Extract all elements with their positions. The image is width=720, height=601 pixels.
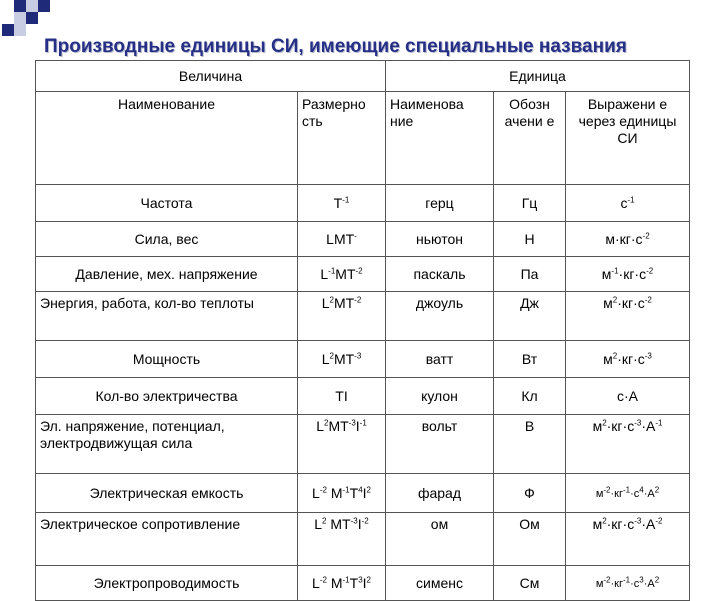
cell-expression: $с^{-1}$ [566,185,690,222]
header-name: Наименование [36,92,298,185]
cell-name: Электрическое сопротивление [36,513,298,566]
cell-dimension: $L^2$ $MT^{-3}I^{-2}$ [298,513,386,566]
cell-dimension: $L^{-2}$ $M^{-1}T^3I^2$ [298,566,386,601]
table-row [36,185,690,222]
cell-dimension: $L^2MT^{-3}$ [298,341,386,378]
cell-dimension: TI [298,378,386,415]
cell-symbol: Ф [494,474,566,513]
cell-expression: $м^{-2}\cdot кг^{-1}\cdot с^3\cdot А^2$ [566,566,690,601]
table-row [36,222,690,257]
cell-name: Энергия, работа, кол-во теплоты [36,292,298,341]
cell-name: Электропроводимость [36,566,298,601]
header-unit: Единица [386,61,690,92]
si-units-table [35,60,690,601]
header-unit-name: Наименова ние [386,92,494,185]
header-row-top [36,61,690,92]
table-row [36,257,690,292]
cell-expression: $м^{-2}\cdot кг^{-1}\cdot с^4\cdot А^2$ [566,474,690,513]
cell-unit-name: паскаль [386,257,494,292]
cell-symbol: Дж [494,292,566,341]
cell-unit-name: ньютон [386,222,494,257]
cell-symbol: См [494,566,566,601]
cell-expression: $м^2\cdot кг\cdot с^{-2}$ [566,292,690,341]
table-row [36,474,690,513]
header-dimension: Размерно сть [298,92,386,185]
cell-dimension: $L^2MT^{-3}I^{-1}$ [298,415,386,474]
cell-unit-name: вольт [386,415,494,474]
cell-symbol: Па [494,257,566,292]
cell-name: Частота [36,185,298,222]
cell-dimension: LMT- [298,222,386,257]
cell-symbol: Н [494,222,566,257]
cell-unit-name: джоуль [386,292,494,341]
cell-symbol: В [494,415,566,474]
table-row [36,378,690,415]
cell-symbol: Гц [494,185,566,222]
cell-name: Сила, вес [36,222,298,257]
cell-name: Эл. напряжение, потенциал, электродвижущая сила [36,415,298,474]
cell-expression: $м^2\cdot кг\cdot с^{-3}\cdot А^{-2}$ [566,513,690,566]
cell-expression: с·А [566,378,690,415]
cell-expression: $м^2\cdot кг\cdot с^{-3}$ [566,341,690,378]
cell-expression: $м^{-1}\cdot кг\cdot с^{-2}$ [566,257,690,292]
cell-name: Электрическая емкость [36,474,298,513]
header-designation: Обозн ачени е [494,92,566,185]
cell-name: Мощность [36,341,298,378]
cell-name: Давление, мех. напряжение [36,257,298,292]
table-row [36,415,690,474]
page-title: Производные единицы СИ, имеющие специальные названия [44,36,627,57]
table-row [36,292,690,341]
cell-unit-name: ватт [386,341,494,378]
cell-expression: $м\cdot кг\cdot с^{-2}$ [566,222,690,257]
cell-name: Кол-во электричества [36,378,298,415]
cell-dimension: $T^{-1}$ [298,185,386,222]
header-quantity: Величина [36,61,386,92]
table-row [36,566,690,601]
cell-expression: $м^2\cdot кг\cdot с^{-3}\cdot А^{-1}$ [566,415,690,474]
header-row-sub [36,92,690,185]
table-row [36,341,690,378]
cell-dimension: $L^{-1}MT^{-2}$ [298,257,386,292]
table-row [36,513,690,566]
header-expression: Выражени е через единицы СИ [566,92,690,185]
cell-unit-name: сименс [386,566,494,601]
cell-unit-name: фарад [386,474,494,513]
cell-unit-name: герц [386,185,494,222]
cell-symbol: Кл [494,378,566,415]
cell-dimension: $L^2MT^{-2}$ [298,292,386,341]
cell-dimension: $L^{-2}$ $M^{-1}T^4I^2$ [298,474,386,513]
cell-symbol: Вт [494,341,566,378]
cell-unit-name: ом [386,513,494,566]
cell-symbol: Ом [494,513,566,566]
cell-unit-name: кулон [386,378,494,415]
